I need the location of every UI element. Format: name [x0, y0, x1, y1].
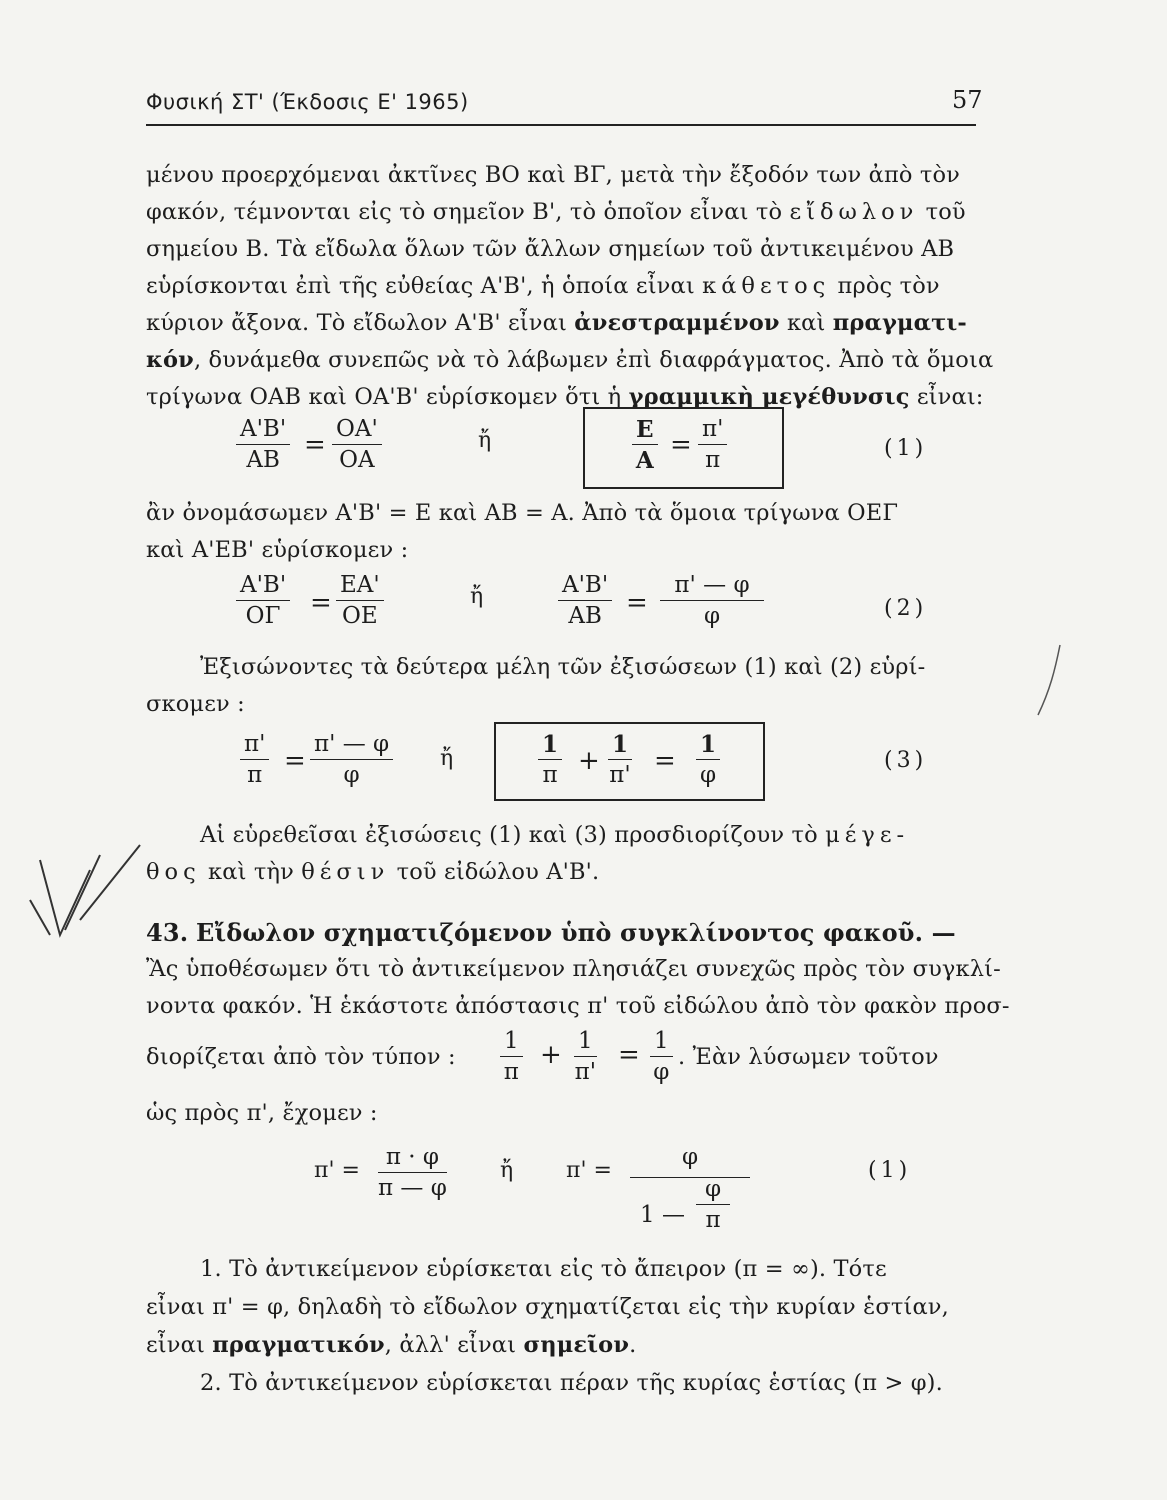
plus-sign: + [540, 1040, 562, 1070]
equals-sign: = [304, 430, 326, 460]
fraction: $\frac{1}{\varphi}$ [696, 733, 720, 787]
list-item: 2. Τὸ ἀντικείμενον εὑρίσκεται πέραν τῆς κυρίας ἑστίας (π > φ). [200, 1370, 943, 1396]
fraction: $\frac{1}{\pi}$ [500, 1030, 523, 1084]
bold-term: ἀνεστραμμένον [574, 310, 780, 336]
equals-sign: = [626, 588, 648, 618]
text-line: σκομεν : [146, 691, 245, 717]
spaced-word: θος [146, 859, 201, 885]
fraction: $\frac{OA'}{OA}$ [332, 418, 382, 472]
spaced-word: εἴδωλον [789, 199, 919, 225]
equation-label: (2) [884, 596, 928, 621]
fraction: $\frac{1}{\pi}$ [538, 733, 562, 787]
bold-term: πραγματι- [832, 310, 967, 336]
fraction: $\frac{E}{A}$ [632, 418, 658, 472]
or-word: ἤ [500, 1158, 514, 1183]
spaced-word: κάθετος [702, 273, 831, 299]
running-header: Φυσική ΣΤ' (Έκδοσις Ε' 1965) [146, 90, 469, 114]
section-heading [146, 918, 956, 947]
text-line: κόν, δυνάμεθα συνεπῶς νὰ τὸ λάβωμεν ἐπὶ διαφράγματος. Ἀπὸ τὰ ὅμοια [146, 347, 994, 373]
text-line: Ἂς ὑποθέσωμεν ὅτι τὸ ἀντικείμενον πλησιάζει συνεχῶς πρὸς τὸν συγκλί- [146, 956, 1001, 982]
fraction: φ 1 — φ π [630, 1146, 750, 1242]
bold-term: πραγματικόν [212, 1332, 385, 1358]
fraction: $\frac{\pi'}{\pi}$ [698, 418, 727, 472]
bold-term: γραμμικὴ μεγέθυνσις [628, 384, 910, 410]
text-line: νοντα φακόν. Ἡ ἑκάστοτε ἀπόστασις π' τοῦ εἰδώλου ἀπὸ τὸν φακὸν προσ- [146, 993, 1010, 1019]
bold-term: σημεῖον [523, 1332, 630, 1358]
or-word: ἤ [470, 584, 484, 609]
fraction: $\frac{A'B'}{O\Gamma}$ [236, 574, 290, 628]
or-word: ἤ [440, 746, 454, 771]
equals-sign: = [284, 746, 306, 776]
text-line: ὡς πρὸς π', ἔχομεν : [146, 1100, 378, 1126]
text-line: μένου προερχόμεναι ἀκτῖνες ΒΟ καὶ ΒΓ, μετὰ τὴν ἔξοδόν των ἀπὸ τὸν [146, 162, 961, 188]
list-item: 1. Τὸ ἀντικείμενον εὑρίσκεται εἰς τὸ ἄπειρον (π = ∞). Τότε [200, 1256, 887, 1282]
plus-sign: + [578, 746, 600, 776]
equals-sign: = [310, 588, 332, 618]
spaced-word: θέσιν [301, 859, 390, 885]
text-line: ἂν ὀνομάσωμεν Α'Β' = Ε καὶ ΑΒ = Α. Ἀπὸ τὰ ὅμοια τρίγωνα ΟΕΓ [146, 500, 899, 526]
text-line: διορίζεται ἀπὸ τὸν τύπον : [146, 1044, 456, 1070]
fraction: $\frac{1}{\pi'}$ [609, 731, 631, 788]
text-line: θος καὶ τὴν θέσιν τοῦ εἰδώλου Α'Β'. [146, 859, 600, 885]
nested-denominator: 1 — φ π [630, 1178, 750, 1242]
equals-sign: = [654, 746, 676, 776]
equation-label: (1) [884, 436, 928, 461]
equation-label: (3) [884, 748, 928, 773]
fraction: $\frac{1}{\pi'}$ [574, 1028, 597, 1085]
text-line: . Ἐὰν λύσωμεν τοῦτον [678, 1044, 939, 1070]
margin-stroke [1030, 640, 1070, 720]
bold-term: κόν [146, 347, 194, 373]
text-line: σημείου Β. Τὰ εἴδωλα ὅλων τῶν ἄλλων σημείων τοῦ ἀντικειμένου ΑΒ [146, 236, 955, 262]
fraction: $\frac{EA'}{OE}$ [336, 574, 384, 628]
equation-lhs: π' = [314, 1158, 360, 1183]
fraction: $\frac{A'B'}{AB}$ [558, 574, 612, 628]
text-line: τρίγωνα ΟΑΒ καὶ ΟΑ'Β' εὑρίσκομεν ὅτι ἡ γραμμικὴ μεγέθυνσις εἶναι: [146, 384, 984, 410]
fraction: $\frac{\pi'}{\pi}$ [240, 733, 269, 787]
equals-sign: = [618, 1040, 640, 1070]
header-rule [146, 124, 976, 126]
equation-lhs: π' = [566, 1158, 612, 1183]
spaced-word: μέγε- [825, 822, 910, 848]
text-line: φακόν, τέμνονται εἰς τὸ σημεῖον Β', τὸ ὁποῖον εἶναι τὸ εἴδωλον τοῦ [146, 199, 966, 225]
text-line: Αἱ εὑρεθεῖσαι ἐξισώσεις (1) καὶ (3) προσδιορίζουν τὸ μέγε- [200, 822, 910, 848]
text-line: εὑρίσκονται ἐπὶ τῆς εὐθείας Α'Β', ἡ ὁποία εἶναι κάθετος πρὸς τὸν [146, 273, 940, 299]
page-number: 57 [952, 86, 983, 114]
equation-label: (1) [868, 1158, 912, 1183]
or-word: ἤ [478, 428, 492, 453]
equals-sign: = [670, 430, 692, 460]
fraction: $\frac{\pi' — \varphi}{\varphi}$ [660, 574, 764, 628]
text-line: εἶναι π' = φ, δηλαδὴ τὸ εἴδωλον σχηματίζεται εἰς τὴν κυρίαν ἑστίαν, [146, 1294, 949, 1320]
text-line: καὶ Α'ΕΒ' εὑρίσκομεν : [146, 537, 409, 563]
section-title: Εἴδωλον σχηματιζόμενον ὑπὸ συγκλίνοντος φακοῦ. — [196, 918, 956, 947]
section-number: 43. [146, 918, 189, 947]
text-line: εἶναι πραγματικόν, ἀλλ' εἶναι σημεῖον. [146, 1332, 637, 1358]
text-line: κύριον ἄξονα. Τὸ εἴδωλον Α'Β' εἶναι ἀνεστραμμένον καὶ πραγματι- [146, 310, 967, 336]
fraction: $\frac{\pi' — \varphi}{\varphi}$ [310, 733, 393, 787]
handwritten-checkmark [20, 840, 160, 950]
fraction: $\frac{1}{\varphi}$ [650, 1030, 673, 1084]
text-line: Ἐξισώνοντες τὰ δεύτερα μέλη τῶν ἐξισώσεων (1) καὶ (2) εὑρί- [200, 654, 926, 680]
fraction: $\frac{A'B'}{AB}$ [236, 418, 290, 472]
fraction: $\frac{\pi \cdot \varphi}{\pi — \varphi}$ [378, 1144, 447, 1201]
